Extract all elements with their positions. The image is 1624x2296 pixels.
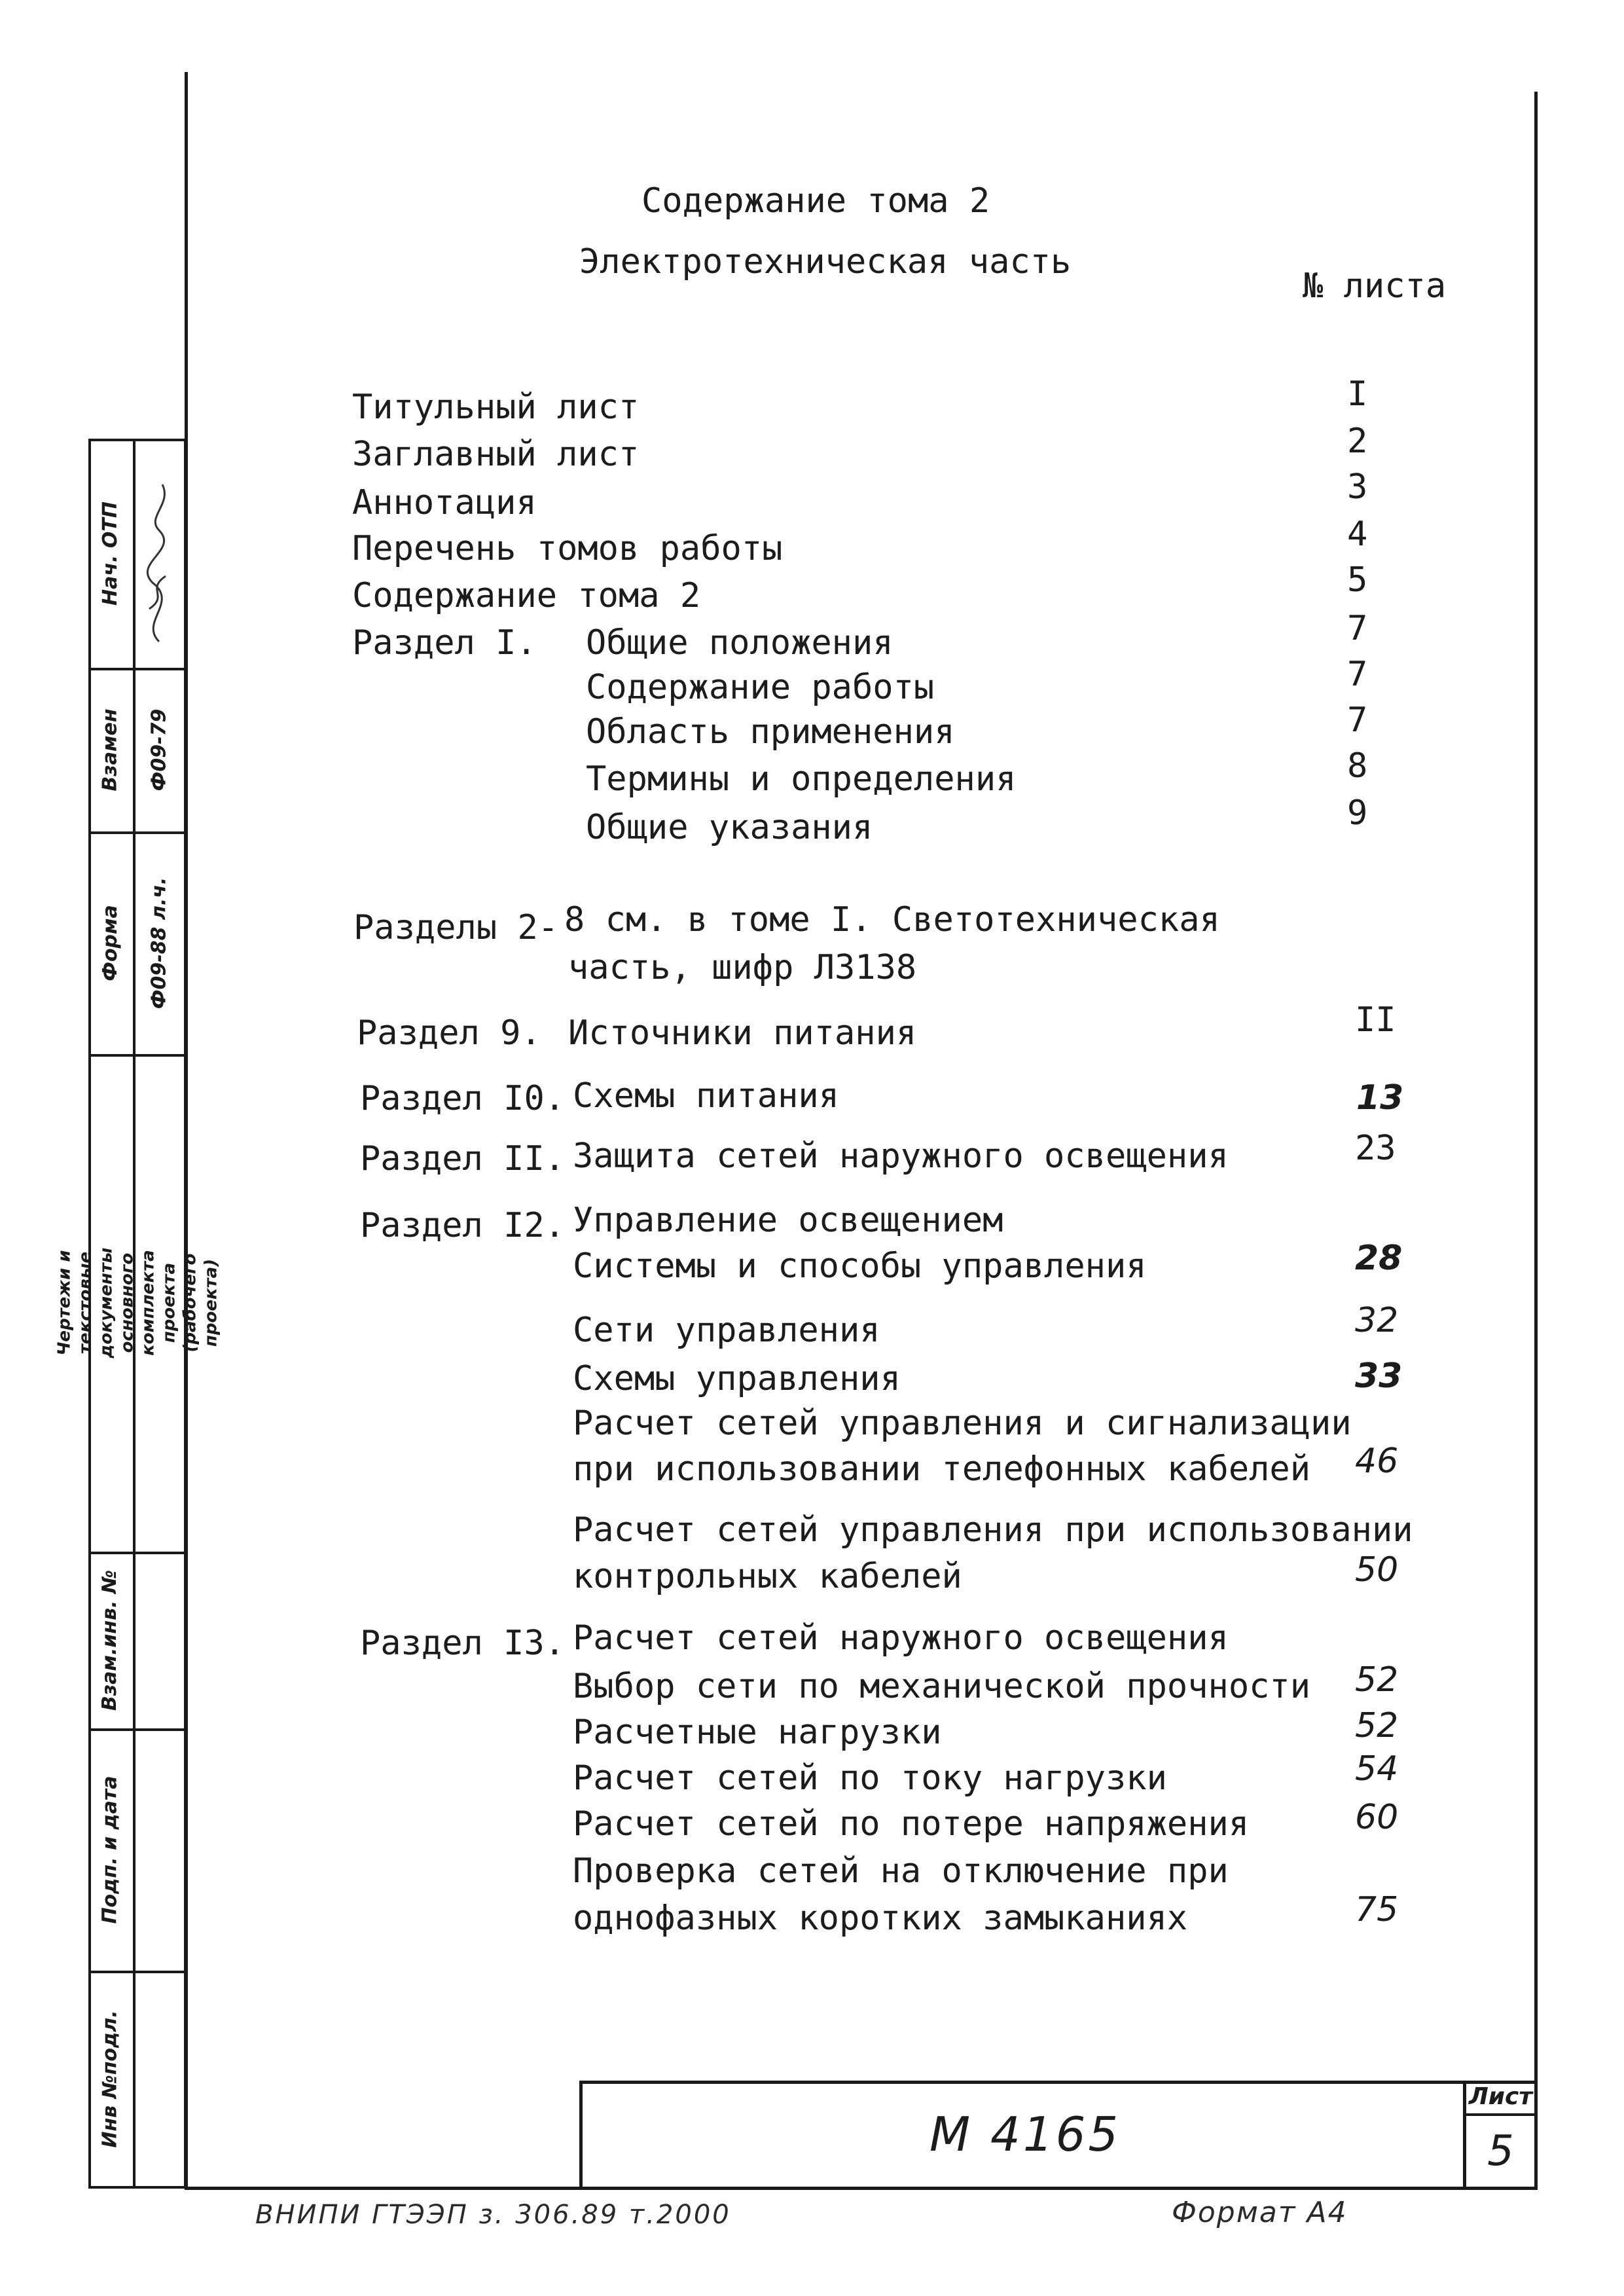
toc-page: 60 — [1355, 1798, 1399, 1837]
toc-title: Содержание тома 2 — [352, 576, 701, 615]
toc-page: 7 — [1347, 655, 1368, 694]
toc-page: 32 — [1355, 1301, 1399, 1340]
toc-page: 46 — [1355, 1442, 1399, 1481]
toc-title: при использовании телефонных кабелей — [573, 1449, 1311, 1489]
toc-title: Расчетные нагрузки — [573, 1713, 942, 1752]
document-code: М 4165 — [929, 2107, 1121, 2162]
toc-title: Расчет сетей управления при использовании — [573, 1510, 1413, 1550]
toc-section: Раздел 9. — [357, 1013, 541, 1053]
footer-print-info: ВНИПИ ГТЭЭП з. 306.89 т.2000 — [255, 2200, 731, 2230]
toc-page: 7 — [1347, 701, 1368, 740]
toc-title: Расчет сетей наружного освещения — [573, 1618, 1229, 1658]
toc-page: 8 — [1347, 746, 1368, 786]
toc-title: Расчет сетей по потере напряжения — [573, 1804, 1250, 1844]
toc-title: контрольных кабелей — [573, 1557, 962, 1596]
toc-page: 2 — [1347, 422, 1368, 461]
toc-title: Заглавный лист — [352, 435, 640, 474]
toc-title: Сети управления — [573, 1311, 880, 1350]
toc-section: Раздел I2. — [360, 1206, 566, 1245]
toc-title: Управление освещением — [573, 1201, 1003, 1240]
stamp-label-forma: Форма — [98, 904, 122, 981]
toc-page: I — [1347, 374, 1368, 414]
stamp-label-podp-data: Подп. и дата — [98, 1775, 122, 1924]
toc-page: 13 — [1356, 1078, 1404, 1118]
toc-title: Расчет сетей управления и сигнализации — [573, 1404, 1352, 1443]
volume-title: Содержание тома 2 — [641, 181, 990, 221]
toc-page: 4 — [1347, 515, 1368, 554]
stamp-label-drawings: Чертежи и текстовые документы основного комплекта проекта (рабочего проекта) — [54, 1247, 221, 1358]
stamp-label-nach-otp: Нач. ОТП — [98, 501, 122, 606]
sheet-column-header: № листа — [1303, 266, 1447, 306]
stamp-label-vzamen: Взамен — [98, 708, 122, 792]
title-block-sheet-sep — [1463, 2113, 1538, 2116]
toc-title: Общие положения — [586, 623, 893, 663]
toc-page: 23 — [1355, 1129, 1396, 1168]
toc-title: 8 см. в томе I. Светотехническая — [564, 900, 1220, 939]
toc-title: однофазных коротких замыканиях — [573, 1899, 1188, 1938]
toc-title: Содержание работы — [586, 668, 935, 707]
stamp-value-forma: Ф09-88 л.ч. — [147, 877, 171, 1009]
toc-title: Выбор сети по механической прочности — [573, 1667, 1311, 1706]
toc-title: Проверка сетей на отключение при — [573, 1851, 1229, 1891]
toc-page: 7 — [1347, 609, 1368, 648]
toc-page: 9 — [1347, 793, 1368, 833]
toc-title: Общие указания — [586, 808, 873, 847]
toc-section: Раздел I. — [352, 623, 537, 663]
toc-title: Аннотация — [352, 483, 537, 522]
toc-section: Раздел II. — [360, 1139, 566, 1178]
toc-page: 52 — [1355, 1706, 1399, 1745]
toc-section: Разделы 2- — [353, 908, 559, 947]
toc-page: 33 — [1355, 1357, 1403, 1396]
toc-title: Термины и определения — [586, 759, 1017, 799]
toc-title: Источники питания — [568, 1013, 917, 1053]
toc-title: Титульный лист — [352, 388, 640, 427]
toc-page: 75 — [1355, 1890, 1399, 1929]
toc-title: Схемы управления — [573, 1359, 901, 1398]
toc-page: 3 — [1347, 467, 1368, 507]
toc-title: Защита сетей наружного освещения — [573, 1137, 1229, 1176]
stamp-label-inv-podl: Инв №подл. — [98, 2009, 122, 2148]
toc-title: Схемы питания — [573, 1076, 839, 1116]
toc-title: Системы и способы управления — [573, 1247, 1147, 1286]
sheet-number: 5 — [1487, 2127, 1514, 2176]
volume-subtitle: Электротехническая часть — [579, 242, 1072, 282]
right-border-line — [1534, 92, 1538, 2190]
toc-page: II — [1355, 1000, 1396, 1040]
toc-section: Раздел I0. — [360, 1079, 566, 1118]
stamp-label-vzam-inv: Взам.инв. № — [98, 1569, 122, 1711]
toc-title: Расчет сетей по току нагрузки — [573, 1758, 1167, 1798]
toc-page: 52 — [1355, 1660, 1399, 1700]
toc-page: 5 — [1347, 560, 1368, 600]
toc-page: 28 — [1355, 1239, 1403, 1278]
stamp-value-vzamen: Ф09-79 — [147, 708, 171, 791]
toc-title: часть, шифр Л3138 — [568, 948, 917, 987]
signature-scribble — [133, 458, 185, 655]
toc-title: Область применения — [586, 712, 955, 752]
toc-page: 50 — [1355, 1550, 1399, 1590]
toc-section: Раздел I3. — [360, 1624, 566, 1663]
footer-format: Формат А4 — [1172, 2196, 1348, 2229]
sheet-label: Лист — [1468, 2083, 1533, 2110]
toc-page: 54 — [1355, 1749, 1399, 1789]
toc-title: Перечень томов работы — [352, 529, 783, 568]
